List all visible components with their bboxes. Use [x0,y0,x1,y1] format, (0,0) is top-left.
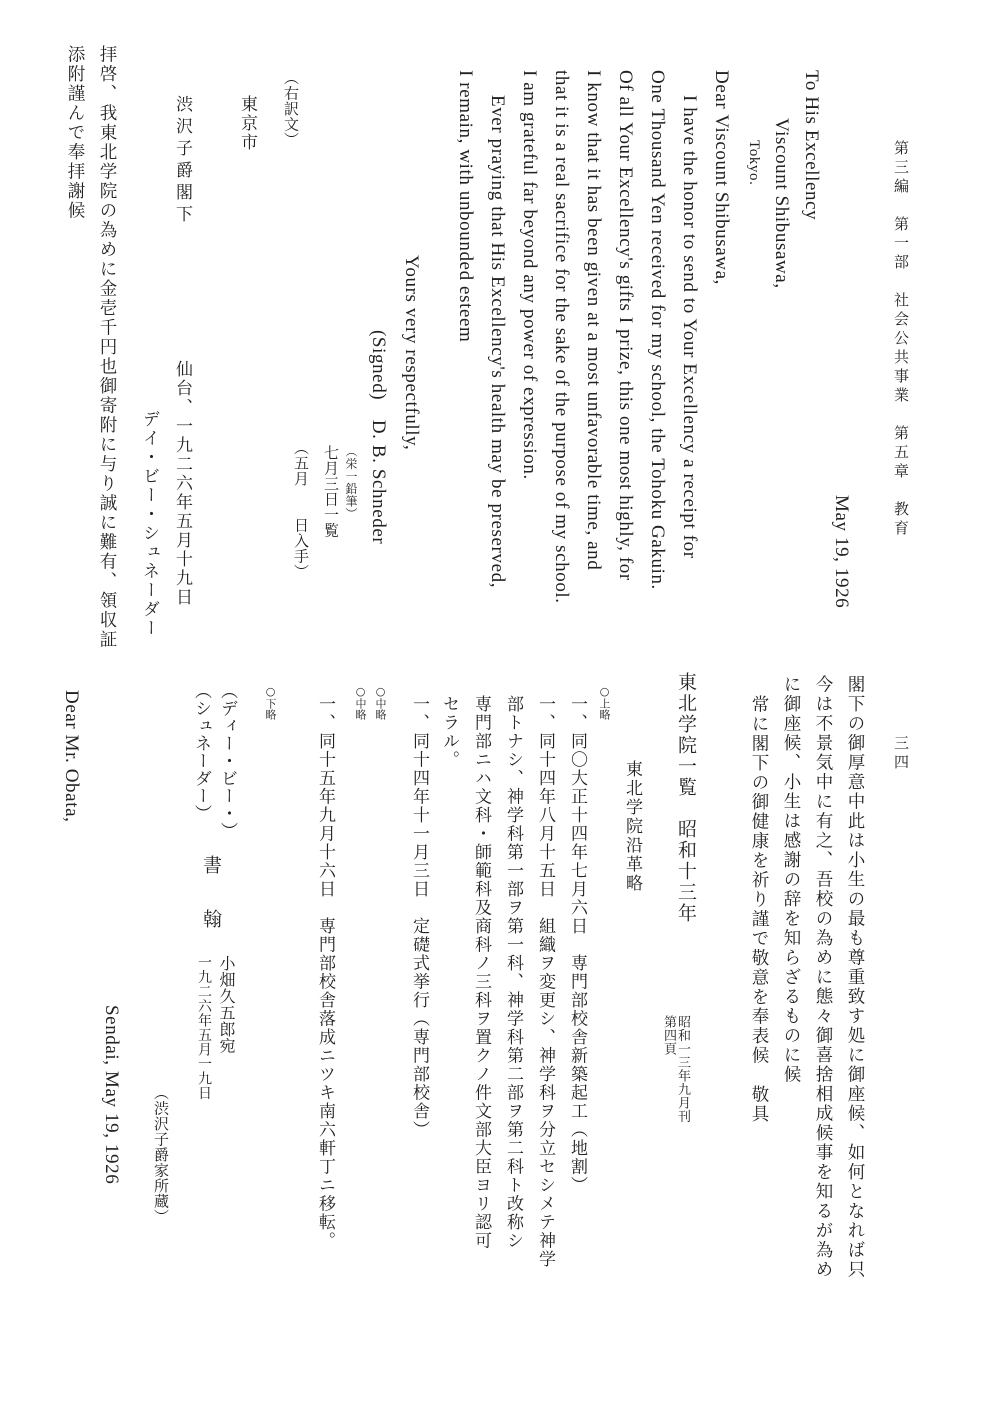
signature: (Signed) D. B. Schneder [368,330,389,545]
translation-addr-1: 東京市 [237,95,257,152]
addressee-line-1: To His Excellency [801,70,822,221]
letter-body-line: I know that it has been given at a most unfavorable time, and [583,70,604,571]
letter-body-line: I remain, with unbounded esteem [455,70,476,343]
omission-mark: ○中略 [354,685,367,720]
omission-mark: ○上略 [598,685,611,720]
received-note-3: （五月 日入手） [292,440,310,580]
translation-body-line: 添附謹んで奉拝謝候 [65,45,85,221]
letter2-sender-1: （ディー・ビー・） [217,682,237,840]
translation-body-line: 拝啓、我東北学院の為めに金壱千円也御寄附に与り誠に難有、領収証 [97,45,117,650]
letter-body-line: One Thousand Yen received for my school, the Tohoku Gakuin. [647,70,668,590]
page-number: 三四 [892,735,910,773]
letter2-place-date: Sendai, May 19, 1926 [101,1005,122,1185]
source-subtitle: 東北学院沿革略 [622,760,642,893]
source-entry: 一、同十四年十一月三日 定礎式挙行（専門部校舎） [409,695,429,1139]
source-entry: 専門部ニハ文科・師範科及商科ノ三科ヲ置クノ件文部大臣ヨリ認可 [471,695,491,1250]
addressee-line-3: Tokyo. [746,140,762,186]
salutation: Dear Viscount Shibusawa, [711,70,732,286]
translation-cont-line: 閣下の御厚意中此は小生の最も尊重致す処に御座候、如何となれば只 [845,675,865,1280]
source-title: 東北学院一覧 昭和十三年 [675,672,697,924]
letter2-recipient: 小畑久五郎宛 [217,955,236,1054]
source-entry: 部トナシ、神学科第一部ヲ第一科、神学科第二部ヲ第二科ト改称シ [503,695,523,1250]
letter2-recipient-date: 一九二六年五月一九日 [196,955,212,1100]
translation-cont-line: 常に閣下の御健康を祈り謹で敬意を奉表候 敬具 [749,695,769,1124]
source-entry: 一、同〇大正十四年七月六日 専門部校舎新築起工（地割） [567,695,587,1195]
letter-body-line: I am grateful far beyond any power of expression. [519,70,540,480]
letter2-salutation: Dear Mr. Obata, [61,690,82,823]
source-entry: セラル。 [439,695,459,769]
letter2-type: 書 翰 [200,855,222,936]
translation-addr-2: 渋沢子爵閣下 [172,95,192,227]
received-note-1: （栄一鉛筆） [344,445,358,520]
closing: Yours very respectfully, [401,255,422,451]
addressee-line-2: Viscount Shibusawa, [771,118,792,289]
omission-mark: ○中略 [374,685,387,720]
translation-label: （右訳文） [282,70,300,148]
source-entry: 一、同十五年九月十六日 専門部校舎落成ニツキ南六軒丁ニ移転。 [315,695,335,1250]
translation-cont-line: に御座候、小生は感謝の辞を知らざるものに候 [781,675,801,1085]
source-entry: 一、同十四年八月十五日 組織ヲ変更シ、神学科ヲ分立セシメテ神学 [535,695,555,1269]
omission-mark: ○下略 [264,685,277,720]
letter-body-line: Of all Your Excellency's gifts I prize, this one most highly, for [615,70,636,581]
running-head: 第三編 第一部 社会公共事業 第五章 教育 [892,140,910,539]
letter2-sender-2: （シュネーダー） [191,682,211,822]
source-publication-1: 第四頁 [661,1015,676,1056]
translation-sender: デイ・ビー・シュネーダー [139,410,159,638]
translation-date: 仙台、一九二六年五月十九日 [172,360,192,607]
letter2-source: （渋沢子爵家所蔵） [152,1085,170,1225]
letter-body-line: Ever praying that His Excellency's health may be preserved, [487,95,508,589]
source-publication-2: 昭和一三年九月刊 [675,1015,690,1123]
received-note-2: 七月三日一覧 [322,445,340,538]
letter-body-line: I have the honor to send to Your Excellency a receipt for [679,95,700,559]
translation-cont-line: 今は不景気中に有之、吾校の為めに態々御喜捨相成候事を知るが為め [813,675,833,1280]
letter-date: May 19, 1926 [831,495,852,609]
letter-body-line: that it is a real sacrifice for the sake of the purpose of my school. [551,70,572,604]
